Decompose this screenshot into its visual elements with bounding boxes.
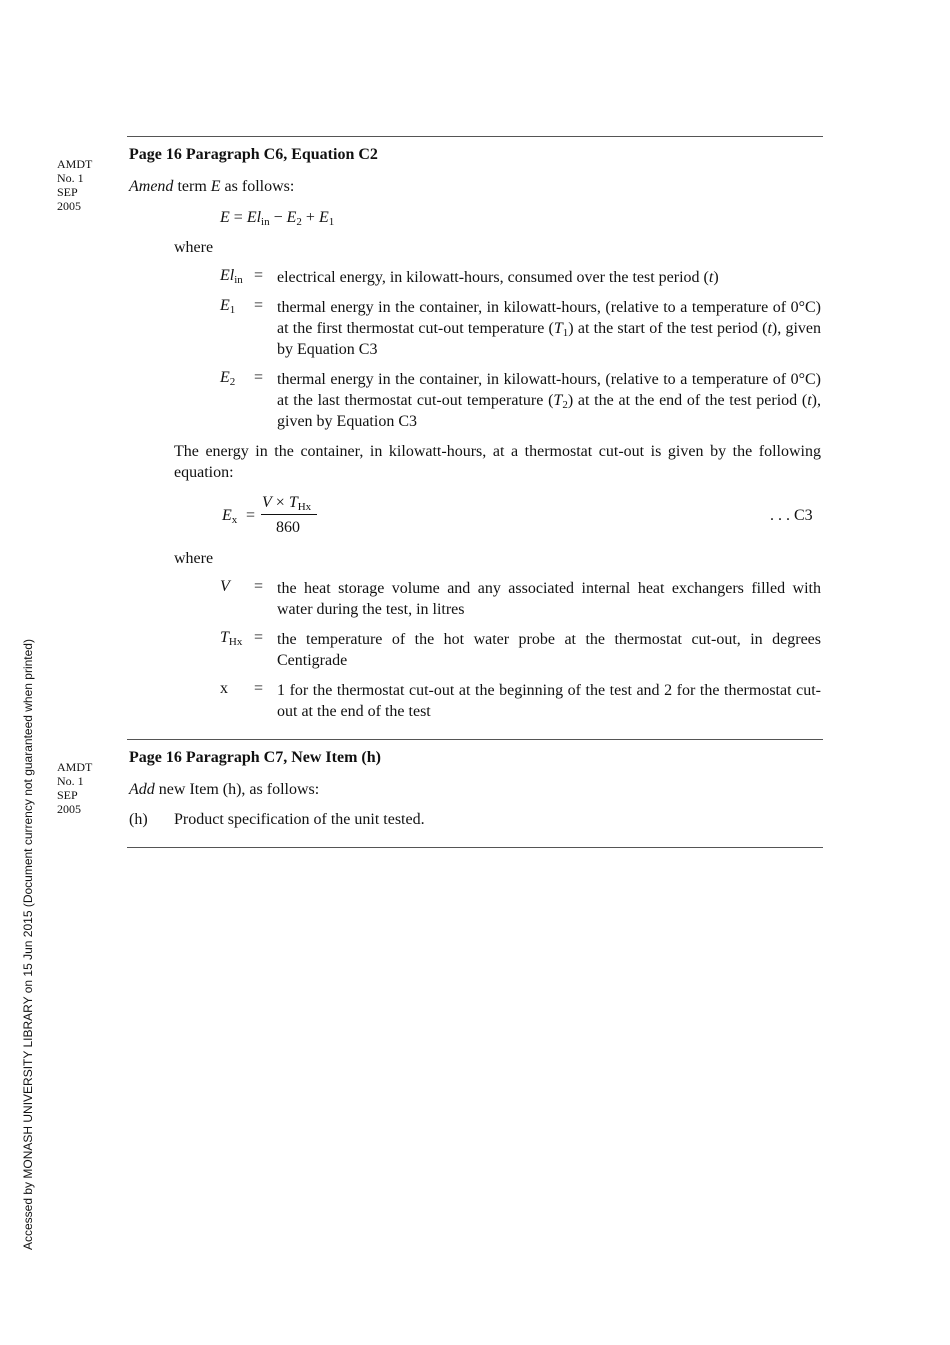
definition-x: 1 for the thermostat cut-out at the beginning of the test and 2 for the thermostat cut-out at the end of the test <box>277 682 821 720</box>
eq-symbol: V <box>262 494 272 511</box>
add-word: Add <box>129 781 155 798</box>
definition-symbol-v: V <box>220 578 230 595</box>
definition-var: t <box>807 392 812 409</box>
definition-symbol-el-in <box>220 267 243 285</box>
definition-symbol-e1 <box>220 297 235 315</box>
symbol-text: E <box>220 369 230 386</box>
definition-v: the heat storage volume and any associated internal heat exchangers filled with water during the test, in litres <box>277 580 821 618</box>
margin-note-line: 2005 <box>57 802 81 816</box>
equals-sign: = <box>254 369 264 386</box>
add-text: new Item (h), as follows: <box>154 781 320 798</box>
eq-symbol: E <box>222 507 232 524</box>
eq-subscript: 2 <box>296 216 302 228</box>
equals-sign: = <box>254 297 264 314</box>
definition-text: thermal energy in the container, in kilowatt-hours, (relative to a temperature of 0°C) at the first thermostat cut-out temperature ( <box>277 299 821 337</box>
definition-subscript: 1 <box>562 327 569 339</box>
amend-instruction <box>129 176 294 197</box>
access-watermark-text: Accessed by MONASH UNIVERSITY LIBRARY on 15 Jun 2015 (Document currency not guaranteed when printed) <box>21 639 35 1250</box>
symbol-subscript: 2 <box>229 376 236 388</box>
definition-symbol-x: x <box>220 680 228 697</box>
eq-symbol: E <box>286 209 297 226</box>
definition-text: ), given by Equation C3 <box>277 392 821 430</box>
definition-var: t <box>708 269 714 286</box>
top-divider <box>127 136 823 137</box>
margin-note-line: No. 1 <box>57 171 84 185</box>
eq-symbol: T <box>288 494 298 511</box>
fraction-bar <box>261 514 317 515</box>
eq-subscript: Hx <box>297 501 312 513</box>
margin-note-line: SEP <box>57 185 78 199</box>
eq-operator: + <box>301 209 319 226</box>
eq-operator: = <box>229 209 247 226</box>
eq-operator: − <box>269 209 287 226</box>
amend-text: term <box>173 178 211 195</box>
equation-c2 <box>220 207 334 228</box>
definition-thx: the temperature of the hot water probe at the thermostat cut-out, in degrees Centigrade <box>277 631 821 669</box>
amend-text: as follows: <box>220 178 295 195</box>
add-instruction <box>129 779 319 800</box>
symbol-subscript: Hx <box>228 636 243 648</box>
symbol-subscript: 1 <box>229 304 236 316</box>
eq-symbol: El <box>246 209 262 226</box>
symbol-subscript: in <box>234 274 243 286</box>
section-divider <box>127 739 823 740</box>
section-heading-c6: Page 16 Paragraph C6, Equation C2 <box>129 146 378 163</box>
definition-text: ) at the at the end of the test period ( <box>567 392 808 409</box>
eq-operator: × <box>271 494 289 511</box>
definition-e1 <box>277 297 821 360</box>
section-heading-c7: Page 16 Paragraph C7, New Item (h) <box>129 749 381 766</box>
equation-c3-equals: = <box>246 507 256 524</box>
margin-note-line: AMDT <box>57 760 93 774</box>
margin-note-line: 2005 <box>57 199 81 213</box>
equation-c3-numerator <box>262 492 311 513</box>
symbol-text: E <box>220 297 230 314</box>
equation-c3-label: . . . C3 <box>770 507 813 524</box>
amend-term: E <box>210 178 221 195</box>
definition-symbol-e2 <box>220 369 235 387</box>
definition-var: t <box>767 320 772 337</box>
equals-sign: = <box>254 629 264 646</box>
margin-note-line: AMDT <box>57 157 93 171</box>
equals-sign: = <box>254 680 264 697</box>
definition-text: ) at the start of the test period ( <box>568 320 768 337</box>
eq-symbol: E <box>318 209 329 226</box>
where-label: where <box>174 239 214 256</box>
margin-note-line: SEP <box>57 788 78 802</box>
amendment-margin-note <box>57 157 92 213</box>
symbol-text: El <box>220 267 235 284</box>
definition-text: electrical energy, in kilowatt-hours, consumed over the test period ( <box>277 269 709 286</box>
eq-subscript: in <box>261 216 270 228</box>
energy-paragraph: The energy in the container, in kilowatt-hours, at a thermostat cut-out is given by the following equation: <box>174 443 821 481</box>
eq-symbol: E <box>220 209 230 226</box>
amend-word: Amend <box>129 178 174 195</box>
definition-text: ) <box>713 269 719 286</box>
item-label: (h) <box>129 811 148 828</box>
bottom-divider <box>127 847 823 848</box>
item-text: Product specification of the unit tested. <box>174 811 425 828</box>
eq-subscript: x <box>231 514 238 526</box>
equation-c3-denominator: 860 <box>276 519 300 536</box>
definition-var: T <box>553 320 563 337</box>
equals-sign: = <box>254 267 264 284</box>
amendment-margin-note <box>57 760 92 816</box>
equals-sign: = <box>254 578 264 595</box>
definition-el-in <box>277 267 821 288</box>
equation-c3-lhs <box>222 505 237 526</box>
definition-subscript: 2 <box>562 399 568 411</box>
symbol-text: T <box>220 629 229 646</box>
where-label: where <box>174 550 214 567</box>
definition-text: thermal energy in the container, in kilowatt-hours, (relative to a temperature of 0°C) at the last thermostat cut-out temperature ( <box>277 371 821 409</box>
definition-var: T <box>553 392 563 409</box>
eq-subscript: 1 <box>328 216 335 228</box>
definition-text: ), given by Equation C3 <box>277 320 822 358</box>
definition-symbol-thx <box>220 629 242 647</box>
margin-note-line: No. 1 <box>57 774 84 788</box>
definition-e2 <box>277 369 821 432</box>
